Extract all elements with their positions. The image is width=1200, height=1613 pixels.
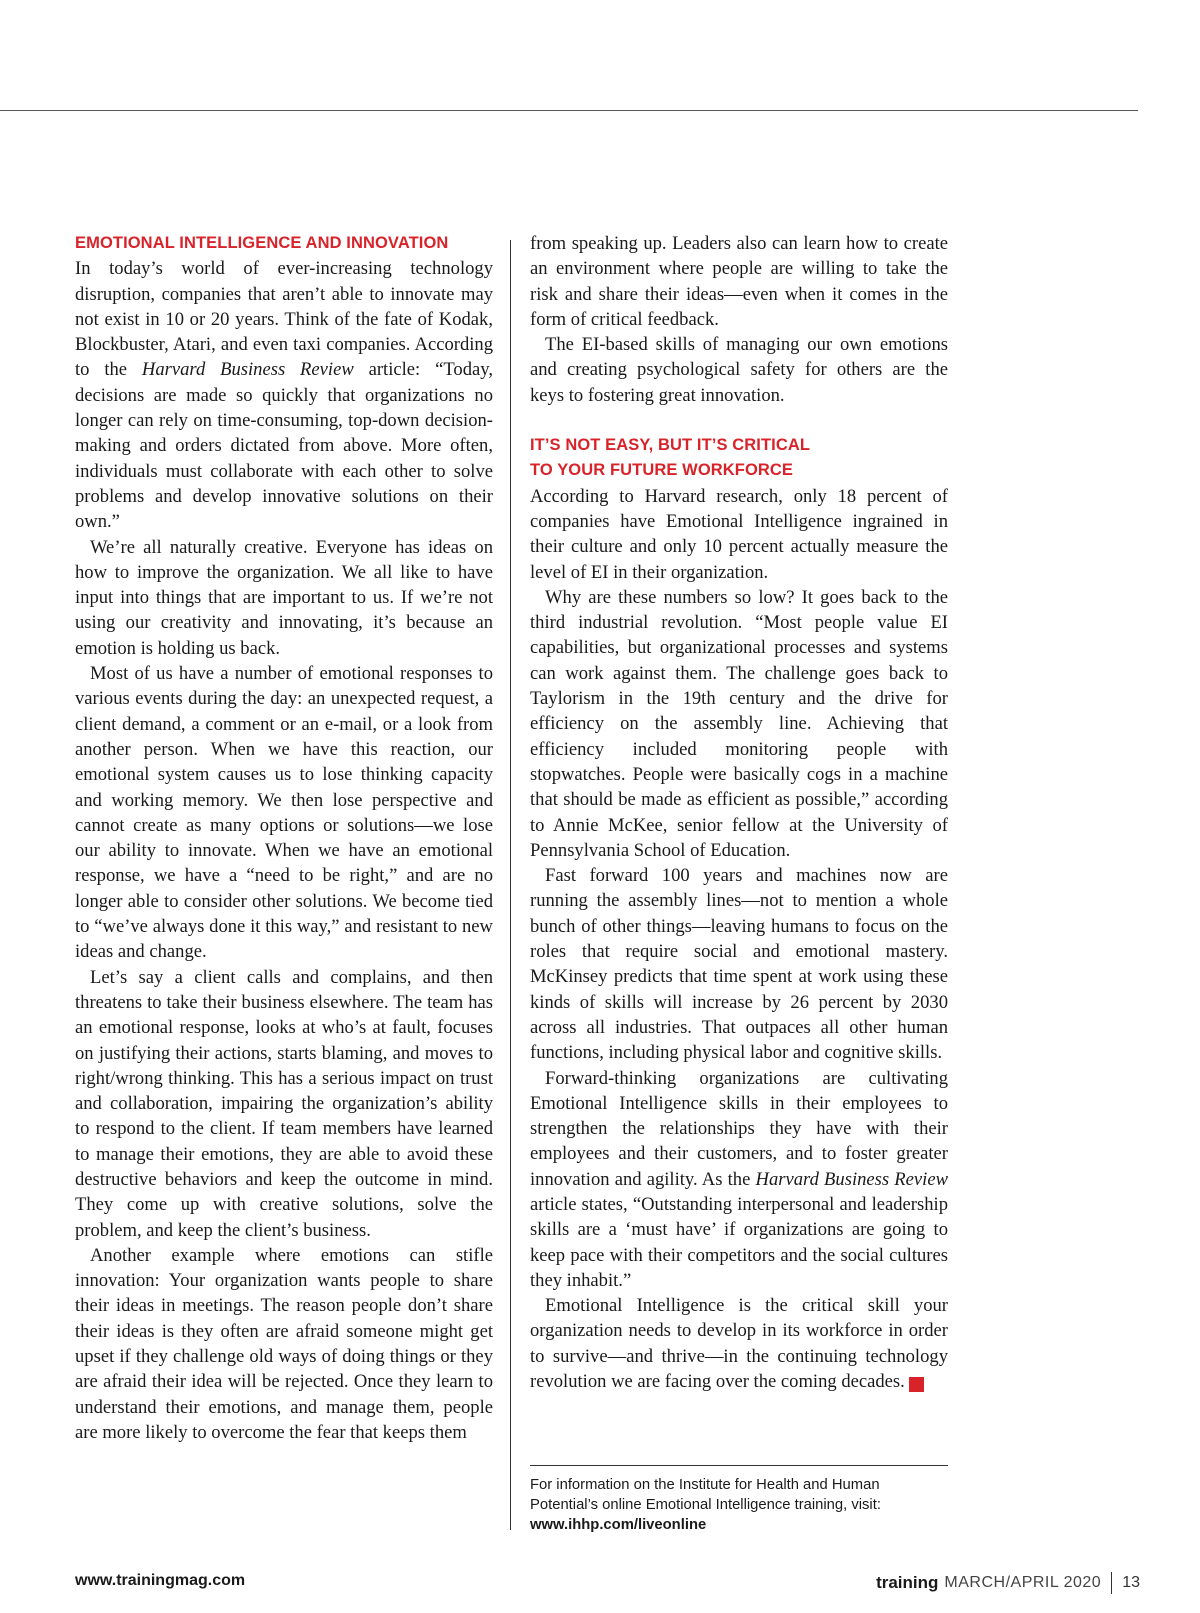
right-column <box>530 231 948 1394</box>
publication-title: Harvard Business Review <box>141 359 354 381</box>
paragraph: We’re all naturally creative. Everyone has ideas on how to improve the organization. We all like to have input into things that are important to us. If we’re not using our creativity and innovating, it’s because an emotion is holding us back. <box>75 536 493 659</box>
paragraph <box>530 1293 948 1394</box>
paragraph: Most of us have a number of emotional responses to various events during the day: an unexpected request, a client demand, a comment or an e-mail, or a look from another person. When we have this reaction, our emotional system causes us to lose thinking capacity and working memory. We then lose perspective and cannot create as many options or solutions—we lose our ability to innovate. When we have an emotional response, we have a “need to be right,” and are no longer able to consider other solutions. We become tied to “we’ve always done it this way,” and resistant to new ideas and change. <box>75 663 493 963</box>
paragraph: The EI-based skills of managing our own emotions and creating psychological safety for others are the keys to fostering great innovation. <box>530 334 948 406</box>
info-note <box>530 1475 948 1535</box>
paragraph: Fast forward 100 years and machines now are running the assembly lines—not to mention a whole bunch of other things—leaving humans to focus on the roles that require social and emotional mastery. McKinsey predicts that time spent at work using these kinds of skills will increase by 26 percent by 2030 across all industries. That outpaces all other human functions, including physical labor and cognitive skills. <box>530 865 948 1064</box>
paragraph: Why are these numbers so low? It goes back to the third industrial revolution. “Most people value EI capabilities, but organizational processes and systems can work against them. The challenge goes back to Taylorism in the 19th century and the drive for efficiency on the assembly line. Achieving that efficiency included monitoring people with stopwatches. People were basically cogs in a machine that should be made as efficient as possible,” according to Annie McKee, senior fellow at the University of Pennsylvania School of Education. <box>530 586 948 861</box>
end-mark-icon: t <box>909 1377 924 1392</box>
text: In today’s world of ever-increasing technology disruption, companies that aren’t able to innovate may not exist in 10 or 20 years. Think of the fate of Kodak, Blockbuster, Atari, and even taxi companies. According to the <box>75 258 493 381</box>
text: article states, “Outstanding interpersonal and leadership skills are a ‘must have’ if organizations are going to keep pace with their competitors and the social cultures they inhabit.” <box>530 1193 948 1291</box>
text: Emotional Intelligence is the critical skill your organization needs to develop in its workforce in order to survive—and thrive—in the continuing technology revolution we are facing over the coming decades. <box>530 1295 948 1393</box>
column-divider <box>510 240 511 1530</box>
note-link[interactable]: www.ihhp.com/liveonline <box>530 1517 707 1533</box>
note-text: For information on the Institute for Health and Human Potential’s online Emotional Intelligence training, visit: <box>530 1477 881 1513</box>
publication-title: Harvard Business Review <box>755 1168 948 1190</box>
footer-folio <box>876 1572 1140 1594</box>
paragraph: Let’s say a client calls and complains, and then threatens to take their business elsewhere. The team has an emotional response, looks at who’s at fault, focuses on justifying their actions, starts blaming, and moves to right/wrong thinking. This has a serious impact on trust and collaboration, impairing the organization’s ability to respond to the client. If team members have learned to manage their emotions, they are able to avoid these destructive behaviors and keep the outcome in mind. They come up with creative solutions, solve the problem, and keep the client’s business. <box>75 966 493 1241</box>
paragraph: Another example where emotions can stifle innovation: Your organization wants people to share their ideas in meetings. The reason people don’t share their ideas is they often are afraid someone might get upset if they challenge old ways of doing things or they are afraid their idea will be rejected. Once they learn to understand their emotions, and manage them, people are more likely to overcome the fear that keeps them <box>75 1244 493 1443</box>
section-heading-workforce-line1: IT’S NOT EASY, BUT IT’S CRITICAL <box>530 436 811 455</box>
paragraph: from speaking up. Leaders also can learn how to create an environment where people are willing to take the risk and share their ideas—even when it comes in the form of critical feedback. <box>530 233 948 330</box>
page-number: 13 <box>1122 1574 1140 1591</box>
paragraph: According to Harvard research, only 18 percent of companies have Emotional Intelligence ingrained in their culture and only 10 percent actually measure the level of EI in their organization. <box>530 485 948 583</box>
magazine-name: training <box>876 1573 939 1592</box>
top-rule <box>0 110 1138 111</box>
section-heading-innovation: EMOTIONAL INTELLIGENCE AND INNOVATION <box>75 234 449 252</box>
note-rule <box>530 1465 948 1466</box>
issue-date: MARCH/APRIL 2020 <box>944 1574 1102 1591</box>
left-column <box>75 231 493 1445</box>
footer-website[interactable]: www.trainingmag.com <box>75 1572 246 1589</box>
paragraph <box>75 256 493 534</box>
text: Forward-thinking organizations are cultivating Emotional Intelligence skills in their employees to strengthen the relationships they have with their employees and their customers, and to foster greater innovation and agility. As the <box>530 1067 948 1190</box>
paragraph <box>530 1066 948 1294</box>
section-heading-workforce-line2: TO YOUR FUTURE WORKFORCE <box>530 461 794 480</box>
folio-divider <box>1111 1572 1112 1594</box>
text: article: “Today, decisions are made so quickly that organizations no longer can rely on time-consuming, top-down decision-making and orders dictated from above. More often, individuals must collaborate with each other to solve problems and develop innovative solutions on their own.” <box>75 359 493 533</box>
